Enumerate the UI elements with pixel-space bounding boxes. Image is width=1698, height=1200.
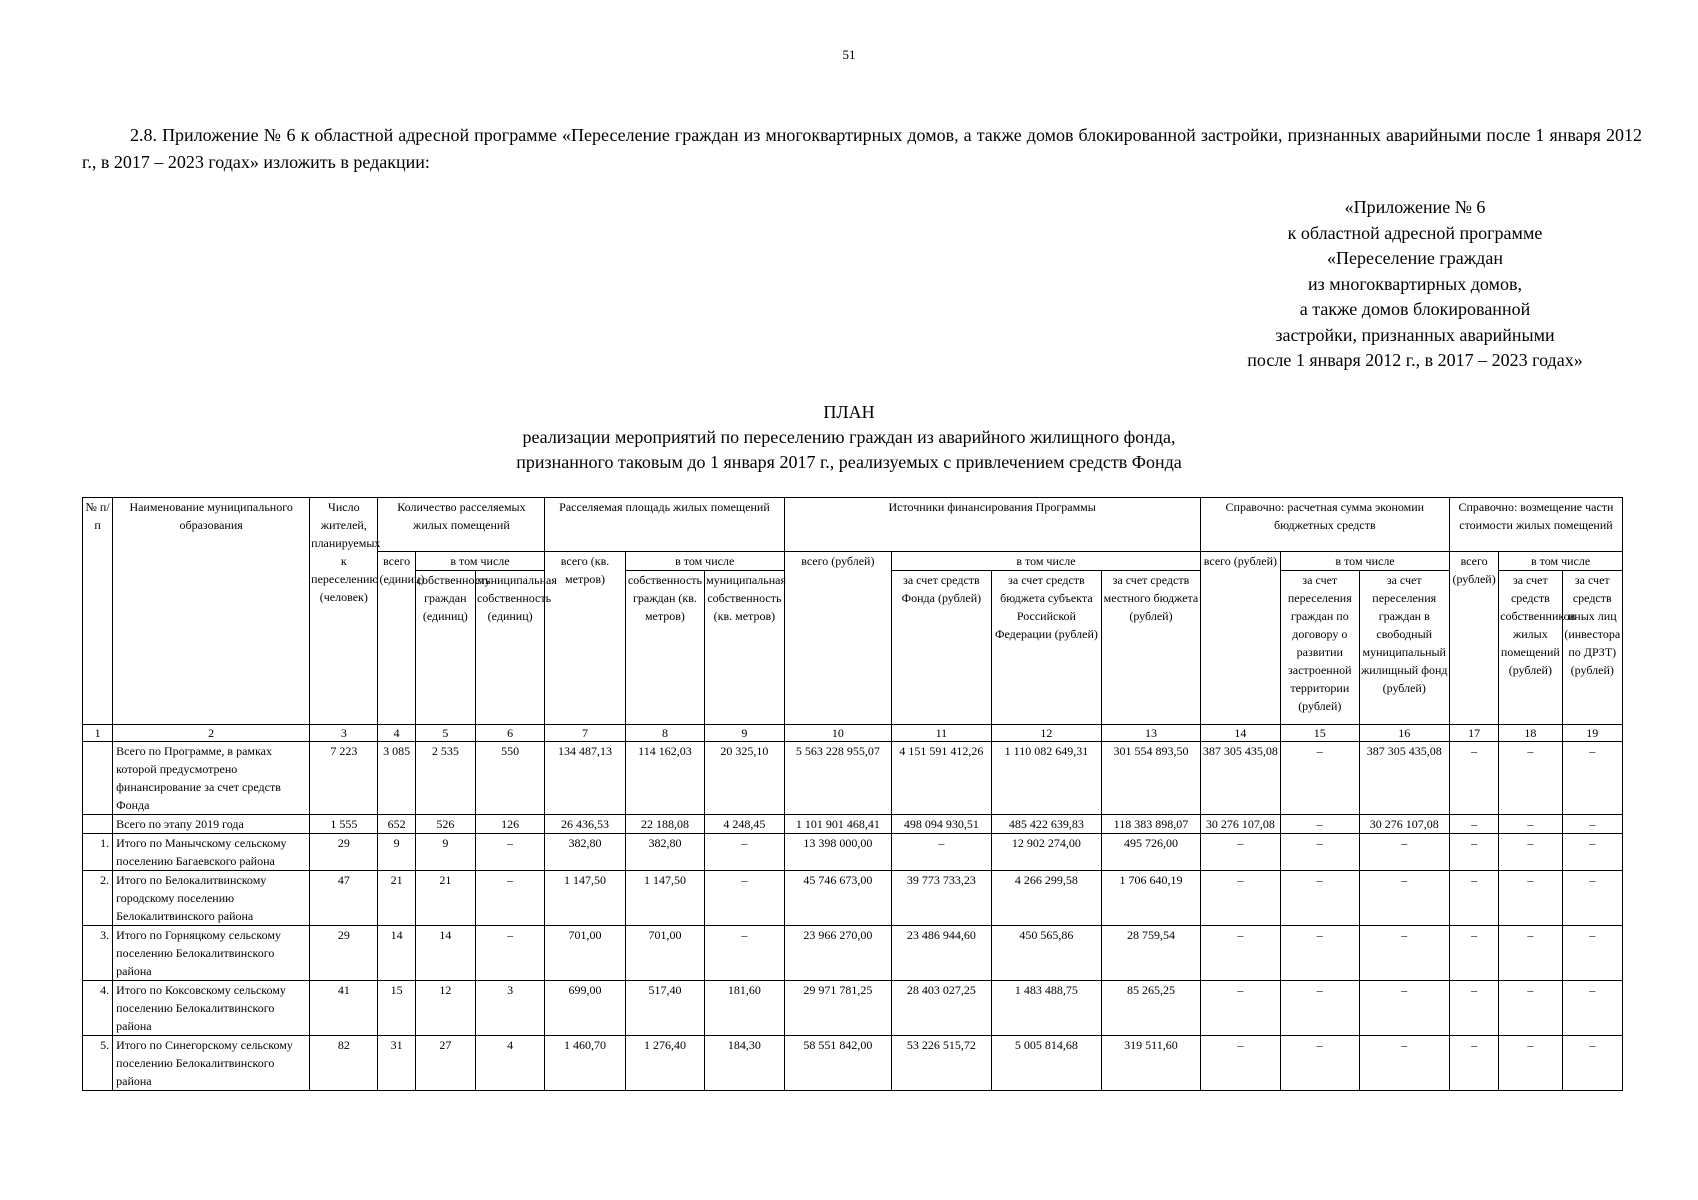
header-rooms-group: Количество расселяемых жилых помещений [378,498,545,552]
intro-paragraph: 2.8. Приложение № 6 к областной адресной программе «Переселение граждан из многоквартирных домов, а также домов блокированной застройки, признанных аварийными после 1 января 2012 г., в 2017 – 2023 годах» изложить в редакции: [82,125,1642,172]
row-number [83,815,113,834]
row-value: – [1499,981,1562,1036]
column-number: 18 [1499,725,1562,742]
row-value: – [1281,926,1359,981]
row-value: 20 325,10 [705,742,784,815]
row-value: – [1449,926,1498,981]
column-number: 12 [991,725,1102,742]
row-value: – [1499,742,1562,815]
header-economy-group: Справочно: расчетная сумма экономии бюджетных средств [1200,498,1449,552]
appendix-line: застройки, признанных аварийными [1275,324,1555,345]
row-value: – [1449,981,1498,1036]
row-value: – [1281,981,1359,1036]
header-municipality: Наименование муниципального образования [113,498,310,725]
header-fin-fund: за счет средств Фонда (рублей) [892,571,992,725]
row-value: 31 [378,1036,415,1091]
row-number: 3. [83,926,113,981]
row-number: 1. [83,834,113,871]
row-value: 517,40 [625,981,704,1036]
row-value: – [1200,1036,1280,1091]
row-value: 184,30 [705,1036,784,1091]
row-municipality: Итого по Манычскому сельскому поселению Багаевского района [113,834,310,871]
row-value: – [1200,834,1280,871]
header-area-total: всего (кв. метров) [545,552,625,725]
header-area-incl: в том числе [625,552,784,571]
row-value: 45 746 673,00 [784,871,892,926]
row-value: 7 223 [310,742,378,815]
row-value: 28 759,54 [1102,926,1201,981]
header-fin-incl: в том числе [892,552,1201,571]
row-value: 450 565,86 [991,926,1102,981]
row-value: 39 773 733,23 [892,871,992,926]
header-rooms-incl: в том числе [415,552,545,571]
row-value: 30 276 107,08 [1200,815,1280,834]
row-value: 1 706 640,19 [1102,871,1201,926]
header-comp-total: всего (рублей) [1449,552,1498,725]
row-value: 1 276,40 [625,1036,704,1091]
header-comp-owners: за счет средств собственников жилых помещений (рублей) [1499,571,1562,725]
row-value: 387 305 435,08 [1359,742,1449,815]
row-number [83,742,113,815]
row-value: – [1281,871,1359,926]
column-number: 17 [1449,725,1498,742]
row-value: 9 [378,834,415,871]
row-value: – [1562,815,1622,834]
header-eco-contract: за счет переселения граждан по договору о развитии застроенной территории (рублей) [1281,571,1359,725]
row-value: – [1562,981,1622,1036]
row-value: – [1200,926,1280,981]
row-value: – [1359,1036,1449,1091]
row-municipality: Итого по Белокалитвинскому городскому поселению Белокалитвинского района [113,871,310,926]
row-municipality: Итого по Коксовскому сельскому поселению Белокалитвинского района [113,981,310,1036]
appendix-line: после 1 января 2012 г., в 2017 – 2023 годах» [1247,350,1583,370]
header-rooms-private: собственность граждан (единиц) [415,571,475,725]
row-value: – [1359,834,1449,871]
column-number: 3 [310,725,378,742]
row-value: 5 005 814,68 [991,1036,1102,1091]
row-value: – [1562,926,1622,981]
column-number: 9 [705,725,784,742]
plan-table [82,497,1623,1091]
row-value: 4 266 299,58 [991,871,1102,926]
row-value: 12 [415,981,475,1036]
row-value: – [475,871,544,926]
row-value: – [1359,871,1449,926]
header-eco-total: всего (рублей) [1200,552,1280,725]
row-value: – [475,926,544,981]
row-value: 29 [310,834,378,871]
table-row [83,834,1623,871]
row-value: – [1449,834,1498,871]
row-value: 3 [475,981,544,1036]
appendix-line: «Приложение № 6 [1344,197,1486,217]
header-eco-incl: в том числе [1281,552,1450,571]
column-number-row [83,725,1623,742]
row-value: 118 383 898,07 [1102,815,1201,834]
row-value: 382,80 [545,834,625,871]
header-area-group: Расселяемая площадь жилых помещений [545,498,784,552]
row-value: 1 483 488,75 [991,981,1102,1036]
table-row [83,742,1623,815]
row-value: – [1499,871,1562,926]
appendix-line: к областной адресной программе [1287,222,1543,243]
row-value: 2 535 [415,742,475,815]
row-value: 114 162,03 [625,742,704,815]
row-value: 701,00 [625,926,704,981]
header-comp-investor: за счет средств иных лиц (инвестора по ДРЗТ) (рублей) [1562,571,1622,725]
column-number: 14 [1200,725,1280,742]
row-value: 41 [310,981,378,1036]
column-number: 15 [1281,725,1359,742]
column-number: 16 [1359,725,1449,742]
row-value: 47 [310,871,378,926]
column-number: 2 [113,725,310,742]
row-value: 699,00 [545,981,625,1036]
row-value: 29 971 781,25 [784,981,892,1036]
row-value: – [1449,1036,1498,1091]
row-value: – [1449,742,1498,815]
row-value: – [1359,926,1449,981]
appendix-line: а также домов блокированной [1299,299,1531,319]
row-value: 85 265,25 [1102,981,1201,1036]
plan-title-main: ПЛАН [823,402,875,422]
row-value: 28 403 027,25 [892,981,992,1036]
row-value: 495 726,00 [1102,834,1201,871]
row-value: 550 [475,742,544,815]
row-value: – [475,834,544,871]
row-value: 134 487,13 [545,742,625,815]
row-value: 9 [415,834,475,871]
page-number: 51 [842,47,856,62]
row-value: 652 [378,815,415,834]
header-area-private: собственность граждан (кв. метров) [625,571,704,725]
plan-title [0,400,1698,475]
column-number: 4 [378,725,415,742]
row-value: 14 [378,926,415,981]
column-number: 10 [784,725,892,742]
row-value: 13 398 000,00 [784,834,892,871]
table-row [83,815,1623,834]
row-value: 1 101 901 468,41 [784,815,892,834]
header-compensation-group: Справочно: возмещение части стоимости жилых помещений [1449,498,1622,552]
row-value: – [1499,834,1562,871]
row-value: 498 094 930,51 [892,815,992,834]
row-value: 301 554 893,50 [1102,742,1201,815]
row-value: 1 110 082 649,31 [991,742,1102,815]
header-fin-local: за счет средств местного бюджета (рублей) [1102,571,1201,725]
row-value: 12 902 274,00 [991,834,1102,871]
row-value: 22 188,08 [625,815,704,834]
row-value: – [1562,834,1622,871]
row-value: 701,00 [545,926,625,981]
header-eco-free: за счет переселения граждан в свободный муниципальный жилищный фонд (рублей) [1359,571,1449,725]
row-value: 319 511,60 [1102,1036,1201,1091]
row-value: 1 147,50 [545,871,625,926]
row-value: 23 966 270,00 [784,926,892,981]
header-rooms-total: всего (единиц) [378,552,415,725]
column-number: 7 [545,725,625,742]
column-number: 11 [892,725,992,742]
row-value: 1 555 [310,815,378,834]
plan-title-line: реализации мероприятий по переселению граждан из аварийного жилищного фонда, [522,427,1176,447]
row-value: 15 [378,981,415,1036]
row-value: 82 [310,1036,378,1091]
row-value: – [705,926,784,981]
row-value: 1 460,70 [545,1036,625,1091]
header-area-municipal: муниципальная собственность (кв. метров) [705,571,784,725]
row-value: 30 276 107,08 [1359,815,1449,834]
row-municipality: Итого по Синегорскому сельскому поселению Белокалитвинского района [113,1036,310,1091]
row-value: 387 305 435,08 [1200,742,1280,815]
row-number: 5. [83,1036,113,1091]
header-fin-total: всего (рублей) [784,552,892,725]
row-value: 4 248,45 [705,815,784,834]
row-value: – [1449,815,1498,834]
row-value: 126 [475,815,544,834]
row-value: – [1562,871,1622,926]
row-value: 21 [378,871,415,926]
row-value: – [1562,742,1622,815]
row-value: – [892,834,992,871]
row-value: 5 563 228 955,07 [784,742,892,815]
row-value: 53 226 515,72 [892,1036,992,1091]
row-value: – [1499,926,1562,981]
table-body [83,725,1623,1091]
row-value: 4 [475,1036,544,1091]
header-comp-incl: в том числе [1499,552,1623,571]
row-value: – [1281,1036,1359,1091]
row-value: – [1449,871,1498,926]
table-row [83,981,1623,1036]
header-rooms-municipal: муниципальная собственность (единиц) [475,571,544,725]
row-value: – [705,871,784,926]
row-value: – [1359,981,1449,1036]
row-value: 526 [415,815,475,834]
row-number: 2. [83,871,113,926]
appendix-line: «Переселение граждан [1327,248,1503,268]
row-number: 4. [83,981,113,1036]
column-number: 19 [1562,725,1622,742]
row-value: 29 [310,926,378,981]
row-value: – [1499,815,1562,834]
header-num: № п/п [83,498,113,725]
plan-title-line: признанного таковым до 1 января 2017 г., реализуемых с привлечением средств Фонда [516,452,1182,472]
column-number: 1 [83,725,113,742]
appendix-line: из многоквартирных домов, [1308,273,1522,294]
row-value: 4 151 591 412,26 [892,742,992,815]
column-number: 6 [475,725,544,742]
row-value: 485 422 639,83 [991,815,1102,834]
column-number: 8 [625,725,704,742]
row-value: 27 [415,1036,475,1091]
row-value: 58 551 842,00 [784,1036,892,1091]
row-municipality: Всего по Программе, в рамках которой предусмотрено финансирование за счет средств Фонда [113,742,310,815]
row-value: – [1281,742,1359,815]
row-value: 23 486 944,60 [892,926,992,981]
row-value: 21 [415,871,475,926]
row-value: 1 147,50 [625,871,704,926]
row-value: 14 [415,926,475,981]
row-value: – [1499,1036,1562,1091]
table-row [83,1036,1623,1091]
appendix-heading [1225,195,1605,374]
column-number: 13 [1102,725,1201,742]
row-value: 181,60 [705,981,784,1036]
row-value: 3 085 [378,742,415,815]
row-municipality: Итого по Горняцкому сельскому поселению Белокалитвинского района [113,926,310,981]
row-value: – [1281,834,1359,871]
row-value: 382,80 [625,834,704,871]
row-value: – [705,834,784,871]
table-row [83,926,1623,981]
table-row [83,871,1623,926]
header-residents: Число жителей, планируемых к переселению (человек) [310,498,378,725]
row-municipality: Всего по этапу 2019 года [113,815,310,834]
column-number: 5 [415,725,475,742]
header-fin-region: за счет средств бюджета субъекта Российской Федерации (рублей) [991,571,1102,725]
row-value: – [1200,871,1280,926]
row-value: – [1281,815,1359,834]
row-value: – [1200,981,1280,1036]
header-finance-group: Источники финансирования Программы [784,498,1200,552]
row-value: 26 436,53 [545,815,625,834]
row-value: – [1562,1036,1622,1091]
